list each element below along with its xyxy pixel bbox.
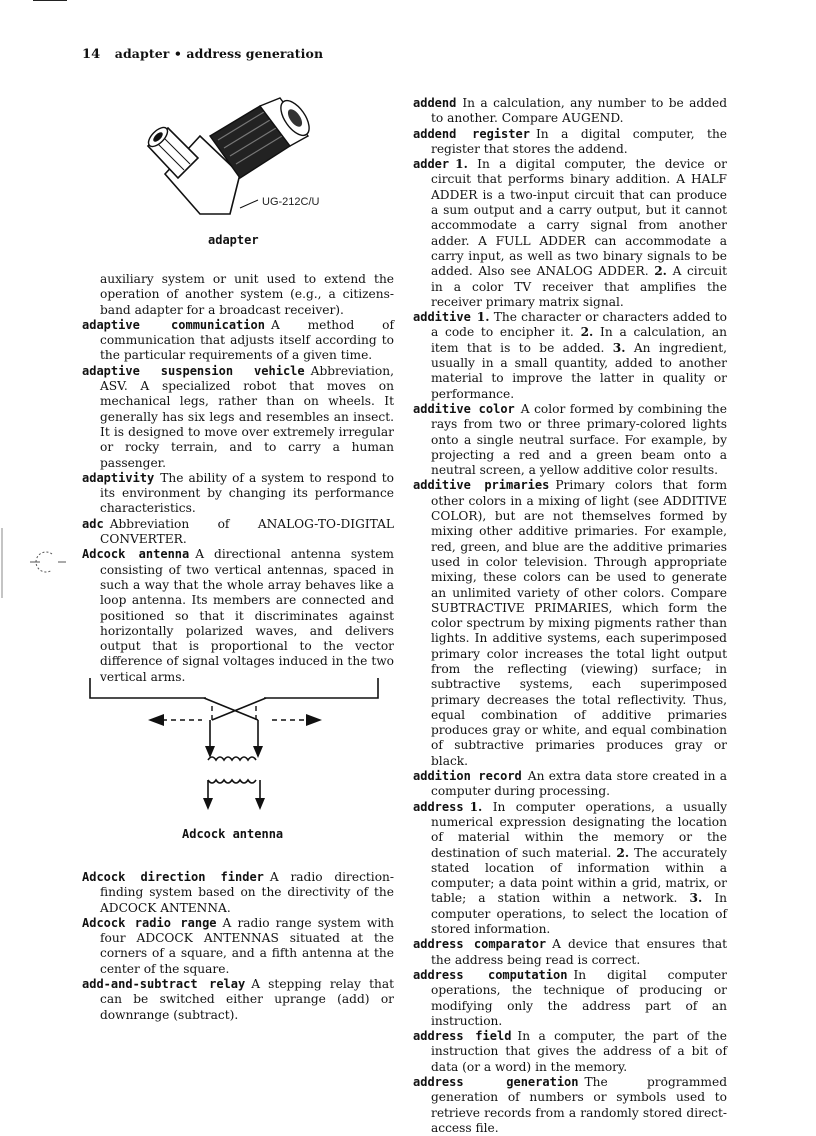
headword: adaptivity (82, 470, 155, 485)
entry-address-comparator (413, 937, 727, 968)
sense-number: 1. (476, 310, 490, 325)
entry-address-generation (413, 1075, 727, 1136)
entry-adc (82, 517, 394, 548)
headword: additive (413, 310, 471, 325)
entry-addend-register (413, 127, 727, 158)
definition: In a digital computer, the device or circuit that performs binary addition. A HALF ADDER is a two-input circuit that can produce a sum output and a carry output, but it cannot accommodate a carry signal from another adder. A FULL ADDER can accommodate a carry input, as well as two binary signals to be added. Also see ANALOG ADDER. (431, 157, 727, 279)
definition: The programmed generation of numbers or symbols used to retrieve records from a randomly stored direct-access file. (431, 1075, 727, 1135)
entry-address-field (413, 1029, 727, 1075)
sense-number: 3. (612, 340, 626, 355)
sense-number: 3. (689, 891, 703, 906)
definition: In a calculation, any number to be added to another. Compare AUGEND. (431, 96, 727, 126)
entry-addition-record (413, 769, 727, 800)
definition: An extra data store created in a computer during processing. (431, 769, 727, 799)
definition: In a calculation, an item that is to be added. (431, 325, 728, 355)
headword: Adcock radio range (82, 915, 217, 930)
headword: address (413, 799, 464, 814)
sense-number: 1. (469, 799, 483, 814)
page-number: 14 (82, 47, 101, 62)
continuation-text: auxiliary system or unit used to extend the operation of another system (e.g., a citizens-band adapter for a broadcast receiver). (100, 272, 394, 317)
registration-mark-icon (0, 528, 70, 598)
entry-additive-color (413, 402, 727, 478)
headword: Adcock direction finder (82, 870, 264, 884)
definition: A stepping relay that can be switched either uprange (add) or downrange (subtract). (100, 977, 394, 1022)
headword: adder (413, 157, 450, 172)
entry-additive-primaries (413, 478, 727, 769)
definition: A radio direction-finding system based on the directivity of the ADCOCK ANTENNA. (100, 870, 395, 915)
entry-adcock-direction-finder (82, 870, 394, 916)
definition: A method of communication that adjusts itself according to the particular requirements of a given time. (100, 317, 394, 363)
headword: address generation (413, 1075, 579, 1089)
entry-add-and-subtract-relay (82, 977, 394, 1023)
headword: Adcock antenna (82, 547, 190, 562)
adapter-caption: adapter (208, 233, 259, 247)
definition: A directional antenna system consisting of two vertical antennas, spaced in such a way that the whole array behaves like a loop antenna. Its members are connected and positioned so that it discriminates against horizontally polarized waves, and delivers output that is proportional to the vector difference of signal voltages induced in the two vertical arms. (100, 547, 394, 684)
headword: adaptive suspension vehicle (82, 363, 305, 378)
entry-adaptive-suspension-vehicle (82, 364, 394, 471)
sense-number: 1. (455, 157, 468, 172)
headword: addend register (413, 126, 530, 141)
definition: In computer operations, a usually numerical expression designating the location of material within the memory or the destination of such material. (431, 799, 728, 860)
definition: In digital computer operations, the technique of producing or modifying only the address part of an instruction. (431, 967, 727, 1028)
sense-number: 2. (654, 264, 667, 279)
entry-addend (413, 96, 727, 127)
headword: address field (413, 1029, 512, 1044)
headword: adaptive communication (82, 317, 265, 332)
right-column (413, 96, 727, 1136)
definition: A device that ensures that the address being read is correct. (431, 937, 727, 967)
headword: additive primaries (413, 478, 550, 493)
page-title: adapter • address generation (114, 46, 324, 61)
definition: The ability of a system to respond to its environment by changing its performance characteristics. (100, 470, 394, 516)
definition: In a digital computer, the register that stores the addend. (431, 126, 728, 156)
entry-address-computation (413, 968, 727, 1029)
adapter-figure (140, 96, 360, 224)
entry-adcock-radio-range (82, 916, 394, 977)
part-number-label: UG-212C/U (262, 196, 320, 208)
sense-number: 2. (580, 325, 594, 340)
headword: addend (413, 96, 457, 110)
entry-address (413, 800, 727, 938)
adcock-antenna-figure (86, 676, 386, 814)
definition: In computer operations, to select the location of stored information. (431, 891, 728, 937)
entry-adder (413, 157, 727, 310)
headword: add-and-subtract relay (82, 977, 246, 992)
definition: Primary colors that form other colors in a mixing of light (see ADDITIVE COLOR), but are not themselves formed by mixing other additive primaries. For example, red, green, and blue are the additive primaries used in color television. Through appropriate mixing, these colors can be used to generate an unlimited variety of other colors. Compare SUBTRACTIVE PRIMARIES, which form the color spectrum by mixing pigments rather than lights. In additive systems, each superimposed primary color increases the total light output from the reflecting (viewing) surface; in subtractive systems, each superimposed primary decreases the total reflectivity. Thus, equal combination of additive primaries produces gray or white, and equal combination of subtractive primaries produces gray or black. (431, 478, 727, 768)
left-column-lower (82, 870, 394, 1023)
definition: An ingredient, usually in a small quantity, added to another material to improve the latter in quality or performance. (431, 340, 728, 401)
entry-additive (413, 310, 727, 402)
definition: The accurately stated location of information within a computer; a data point within a grid, matrix, or table; a station within a network. (431, 845, 728, 906)
headword: adc (82, 516, 104, 531)
running-head (82, 46, 323, 62)
definition: In a computer, the part of the instruction that gives the address of a bit of data (or a word) in the memory. (431, 1029, 727, 1074)
entry-adcock-antenna (82, 547, 394, 685)
headword: additive color (413, 401, 515, 416)
sense-number: 2. (616, 845, 630, 860)
definition: A radio range system with four ADCOCK ANTENNAS situated at the corners of a square, and a fifth antenna at the center of the square. (100, 915, 394, 976)
entry-adaptivity (82, 471, 394, 517)
headword: address computation (413, 967, 568, 982)
top-rule (33, 0, 67, 1)
adcock-antenna-caption: Adcock antenna (182, 827, 284, 841)
definition: The character or characters added to a code to encipher it. (431, 310, 728, 340)
definition: A color formed by combining the rays from two or three primary-colored lights onto a single neutral surface. For example, by projecting a red and a green beam onto a neutral screen, a yellow additive color results. (431, 401, 727, 478)
left-column-upper (82, 272, 394, 685)
headword: address comparator (413, 937, 547, 952)
definition: Abbreviation, ASV. A specialized robot that moves on mechanical legs, rather than on wheels. It generally has six legs and resembles an insect. It is designed to move over extremely irregular or rocky terrain, and to carry a human passenger. (100, 363, 394, 470)
definition: A circuit in a color TV receiver that amplifies the receiver primary matrix signal. (431, 264, 728, 309)
definition: Abbreviation of ANALOG-TO-DIGITAL CONVERTER. (100, 516, 394, 547)
entry-adaptive-communication (82, 318, 394, 364)
headword: addition record (413, 769, 522, 784)
